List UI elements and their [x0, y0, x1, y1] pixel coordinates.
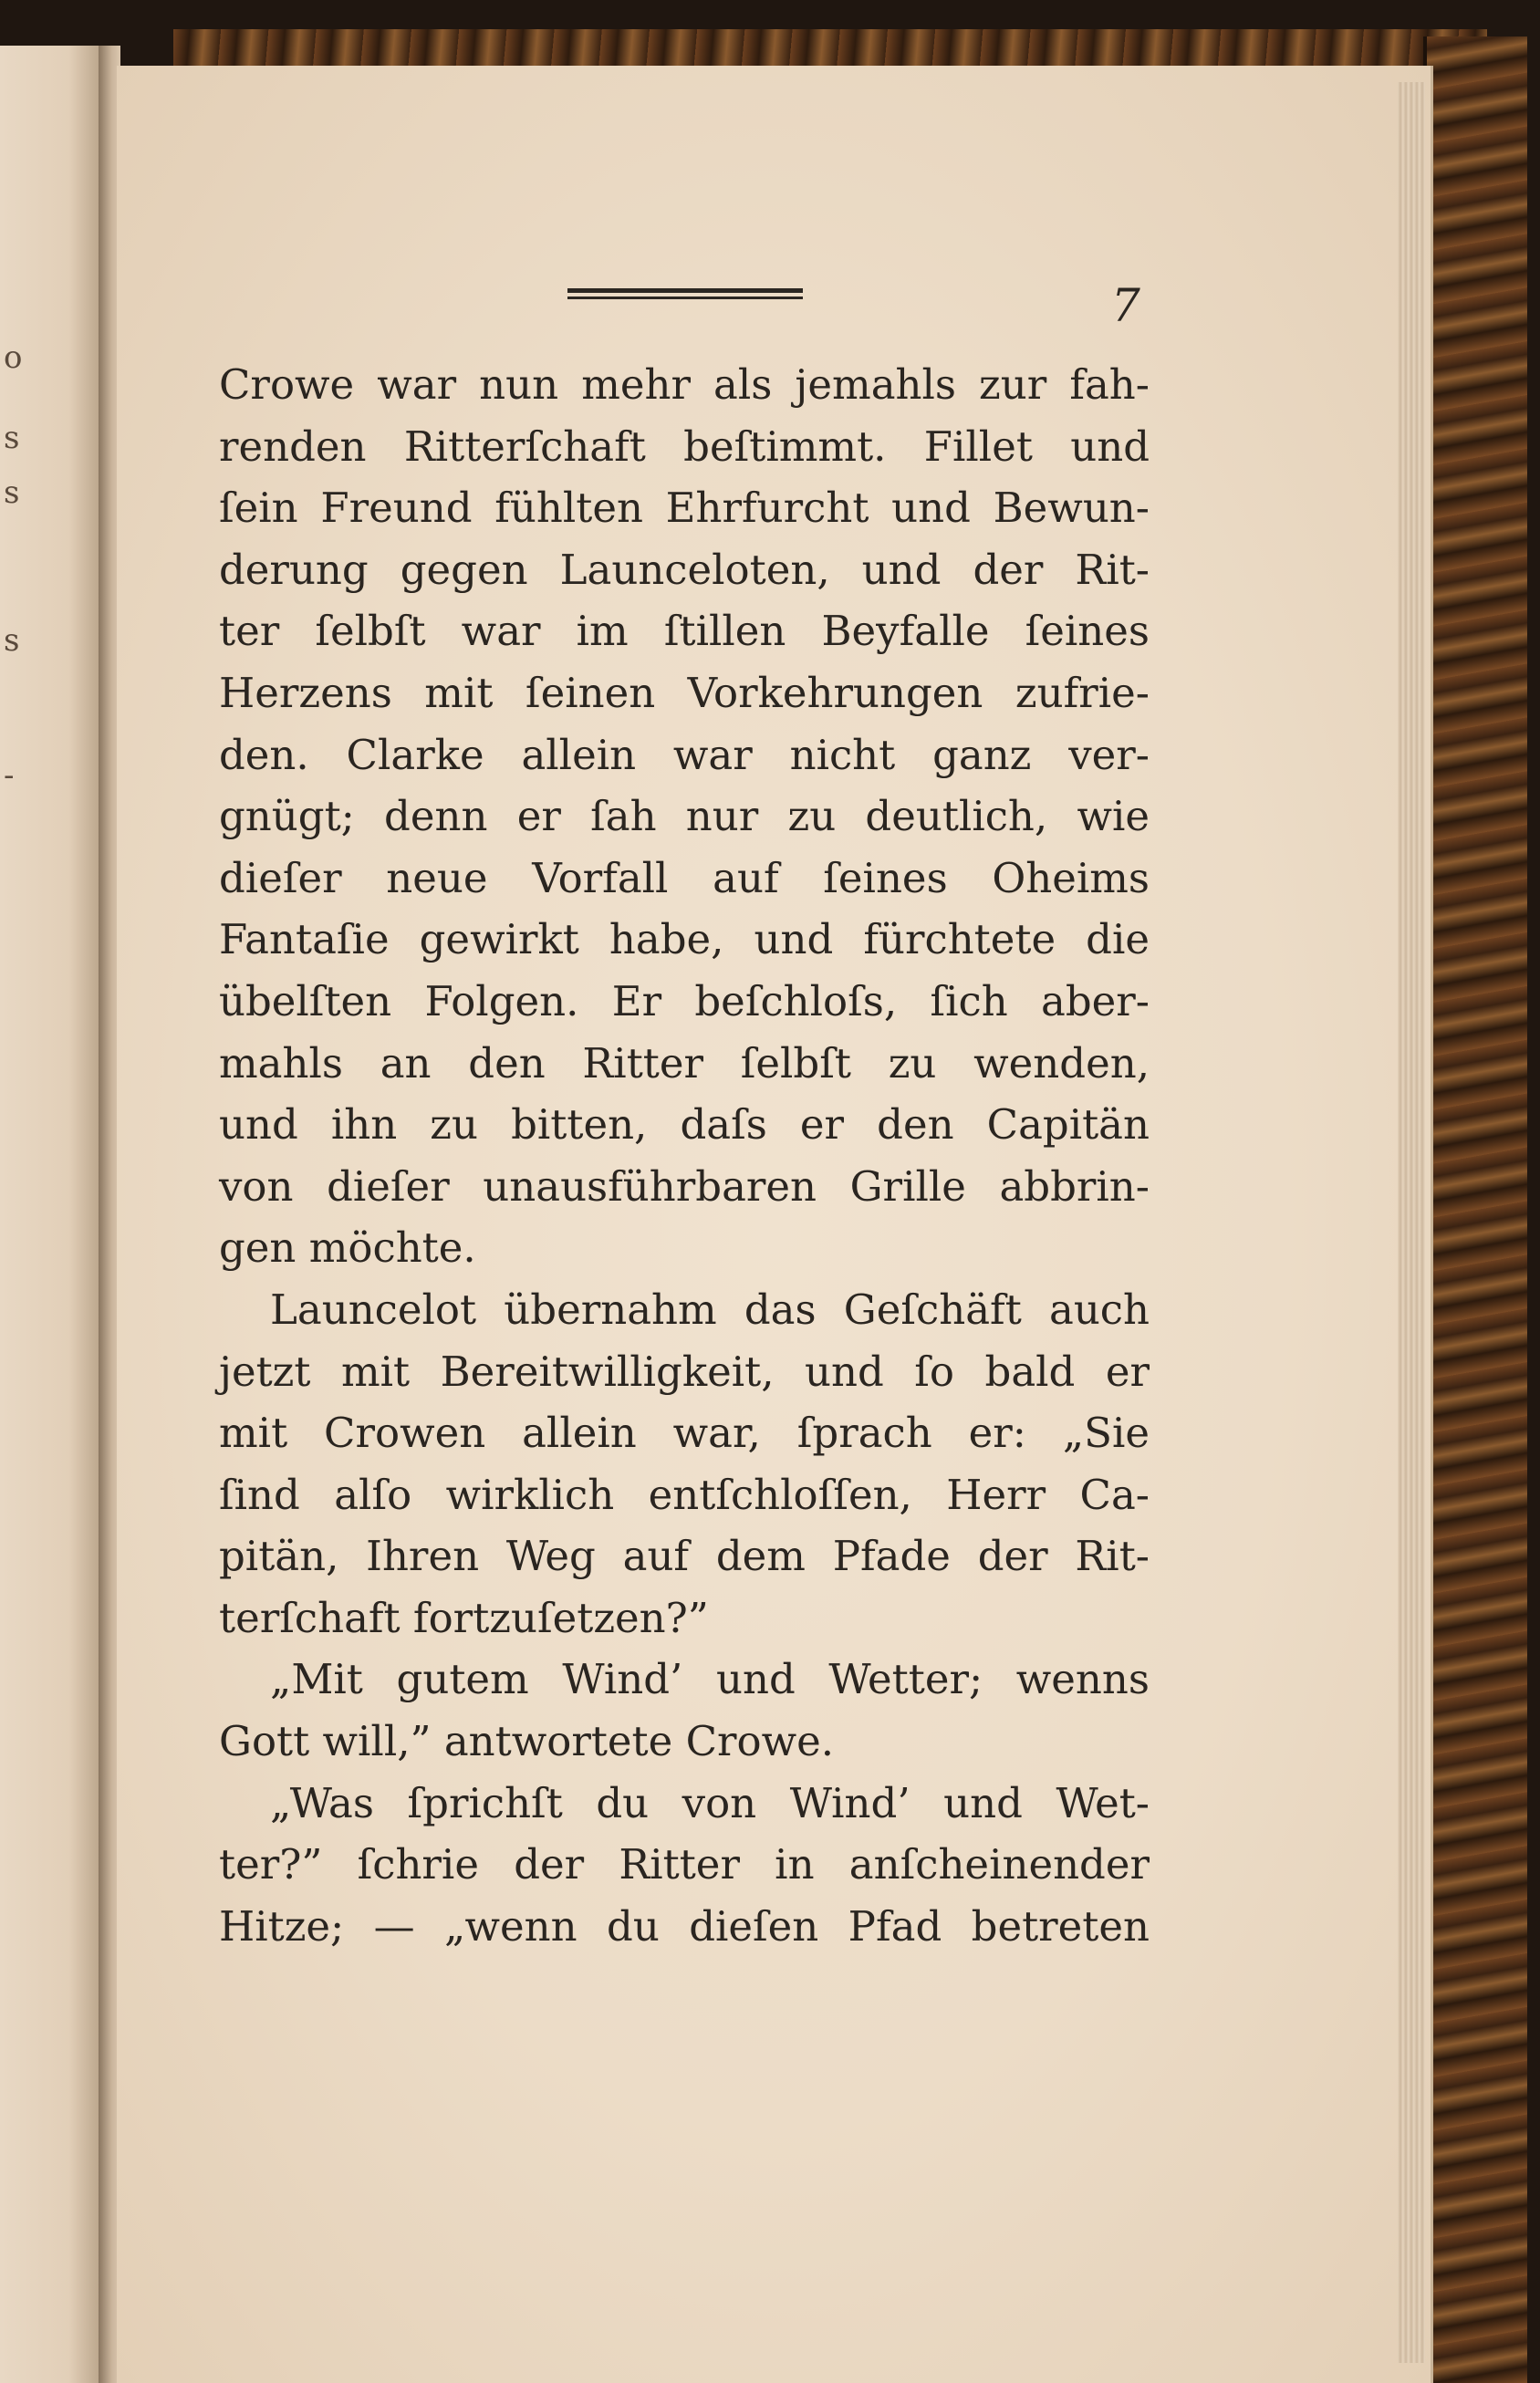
text-line: mit Crowen allein war, ſprach er: „Sie: [219, 1409, 1150, 1458]
text-line: gnügt; denn er ſah nur zu deutlich, wie: [219, 792, 1150, 841]
text-line: und ihn zu bitten, daſs er den Capitän: [219, 1100, 1150, 1150]
left-page-mark: s: [4, 420, 20, 456]
text-line: terſchaft fortzuſetzen?”: [219, 1593, 709, 1642]
text-line: Herzens mit ſeinen Vorkehrungen zufrie-: [219, 668, 1150, 717]
left-facing-page: [0, 46, 99, 2383]
text-line: mahls an den Ritter ſelbſt zu wenden,: [219, 1038, 1150, 1087]
text-line: den. Clarke allein war nicht ganz ver-: [219, 730, 1150, 779]
text-line: Hitze; — „wenn du dieſen Pfad betreten: [219, 1901, 1150, 1951]
text-line: ter ſelbſt war im ſtillen Beyfalle ſeines: [219, 607, 1150, 656]
text-line: ſein Freund fühlten Ehrfurcht und Bewun-: [219, 484, 1150, 533]
book-cover-right-edge: [1423, 36, 1527, 2383]
text-line: Fantaſie gewirkt habe, und fürchtete die: [219, 915, 1150, 964]
text-line: dieſer neue Vorfall auf ſeines Oheims: [219, 853, 1150, 902]
text-line: „Mit gutem Wind’ und Wetter; wenns: [270, 1655, 1150, 1704]
text-line: von dieſer unausführbaren Grille abbrin-: [219, 1161, 1150, 1211]
text-line: Gott will,” antwortete Crowe.: [219, 1717, 835, 1766]
text-line: „Was ſprichſt du von Wind’ und Wet-: [270, 1778, 1150, 1827]
page-stack-edge: [1398, 82, 1425, 2363]
text-line: Crowe war nun mehr als jemahls zur fah-: [219, 360, 1150, 409]
text-line: pitän, Ihren Weg auf dem Pfade der Rit-: [219, 1532, 1150, 1581]
text-line: renden Ritterſchaft beſtimmt. Fillet und: [219, 421, 1150, 471]
header-rule: [567, 288, 803, 299]
left-page-mark: o: [4, 339, 23, 376]
book-cover-top-edge: [173, 29, 1487, 66]
text-line: derung gegen Launceloten, und der Rit-: [219, 545, 1150, 594]
text-line: Launcelot übernahm das Geſchäft auch: [270, 1285, 1150, 1334]
left-page-mark: s: [4, 474, 20, 511]
text-line: gen möchte.: [219, 1223, 476, 1273]
page-number: 7: [1111, 279, 1140, 332]
left-page-mark: s: [4, 622, 20, 659]
body-text: [219, 354, 1150, 1957]
text-line: übelſten Folgen. Er beſchloſs, ſich aber-: [219, 976, 1150, 1025]
text-line: jetzt mit Bereitwilligkeit, und ſo bald er: [219, 1347, 1150, 1396]
text-line: ter?” ſchrie der Ritter in anſcheinender: [219, 1840, 1150, 1889]
text-line: ſind alſo wirklich entſchloſſen, Herr Ca-: [219, 1470, 1150, 1519]
left-page-mark: -: [4, 757, 15, 794]
